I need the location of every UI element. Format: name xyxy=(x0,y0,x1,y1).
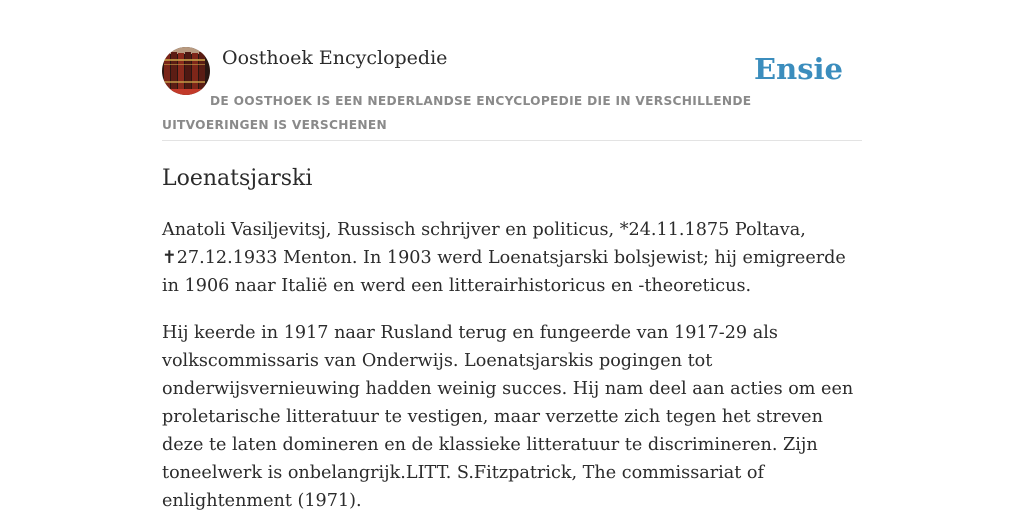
source-description: DE OOSTHOEK IS EEN NEDERLANDSE ENCYCLOPEDIE DIE IN VERSCHILLENDE UITVOERINGEN IS VERSCHENEN xyxy=(162,94,752,132)
article-paragraph: Anatoli Vasiljevitsj, Russisch schrijver en politicus, *24.11.1875 Poltava, ✝27.12.1933 Menton. In 1903 werd Loenatsjarski bolsjewist; hij emigreerde in 1906 naar Italië en werd een litterairhistoricus en -theoreticus. xyxy=(162,220,846,296)
encyclopedia-books-avatar[interactable] xyxy=(162,47,210,95)
source-header xyxy=(162,46,862,141)
article-title: Loenatsjarski xyxy=(162,166,313,191)
ensie-logo[interactable]: Ensie xyxy=(754,52,843,86)
article-body xyxy=(162,216,862,512)
source-name[interactable]: Oosthoek Encyclopedie xyxy=(222,47,448,69)
article-paragraph: Hij keerde in 1917 naar Rusland terug en fungeerde van 1917-29 als volkscommissaris van Onderwijs. Loenatsjarskis pogingen tot onderwijsvernieuwing hadden weinig succes. Hij nam deel aan acties om een proletarische litteratuur te vestigen, maar verzette zich tegen het streven deze te laten domineren en de klassieke litteratuur te discrimineren. Zijn toneelwerk is onbelangrijk.LITT. S.Fitzpatrick, The commissariat of enlightenment (1971). xyxy=(162,323,854,511)
